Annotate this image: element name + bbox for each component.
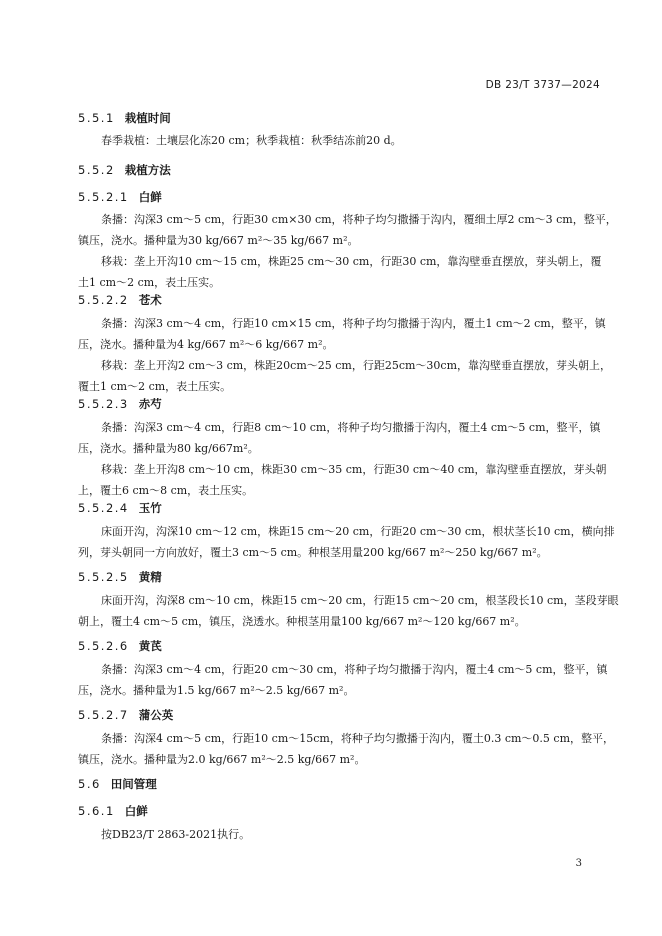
text-line: 条播：沟深3 cm～4 cm，行距8 cm～10 cm，将种子均匀撒播于沟内，覆土4 cm～5 cm，整平，镇	[101, 421, 601, 434]
heading-title: 苍术	[138, 293, 162, 307]
heading-5-5-2-7	[78, 707, 173, 723]
paragraph	[78, 728, 615, 770]
text-line: 移栽：垄上开沟2 cm～3 cm，株距20cm～25 cm，行距25cm～30cm，靠沟壁垂直摆放，芽头朝上，	[101, 359, 612, 372]
text-line: 按DB23/T 2863-2021执行。	[101, 828, 251, 841]
heading-5-5-2-1	[78, 189, 162, 205]
heading-title: 田间管理	[110, 777, 157, 791]
document-code: DB 23/T 3737—2024	[485, 79, 600, 91]
heading-title: 白鲜	[138, 190, 162, 204]
heading-title: 蒲公英	[138, 708, 174, 722]
heading-title: 黄精	[138, 570, 162, 584]
text-line: 条播：沟深3 cm～4 cm，行距10 cm×15 cm，将种子均匀撒播于沟内，覆土1 cm～2 cm，整平，镇	[101, 317, 606, 330]
heading-5-5-2-6	[78, 638, 162, 654]
text-line: 镇压，浇水。播种量为30 kg/667 m²～35 kg/667 m²。	[78, 234, 359, 247]
text-line: 春季栽植：土壤层化冻20 cm；秋季栽植：秋季结冻前20 d。	[101, 134, 402, 147]
heading-title: 玉竹	[138, 501, 162, 515]
page-number: 3	[575, 858, 582, 869]
paragraph	[78, 130, 621, 151]
heading-title: 栽植时间	[124, 111, 171, 125]
heading-5-5-2-3	[78, 396, 162, 412]
text-line: 条播：沟深3 cm～5 cm，行距30 cm×30 cm，将种子均匀撒播于沟内，覆细土厚2 cm～3 cm，整平，	[101, 213, 617, 226]
paragraph	[78, 590, 619, 632]
text-line: 朝上，覆土4 cm～5 cm，镇压，浇透水。种根茎用量100 kg/667 m²～120 kg/667 m²。	[78, 615, 526, 628]
text-line: 压，浇水。播种量为80 kg/667m²。	[78, 442, 259, 455]
heading-number: 5.6	[78, 777, 101, 791]
text-line: 压，浇水。播种量为1.5 kg/667 m²～2.5 kg/667 m²。	[78, 684, 355, 697]
heading-5-5-2-5	[78, 569, 162, 585]
heading-number: 5.5.2.1	[78, 190, 129, 204]
text-line: 上，覆土6 cm～8 cm，表土压实。	[78, 484, 254, 497]
heading-5-6-1	[78, 803, 148, 819]
text-line: 压，浇水。播种量为4 kg/667 m²～6 kg/667 m²。	[78, 338, 334, 351]
heading-number: 5.5.2.7	[78, 708, 129, 722]
heading-number: 5.5.2.2	[78, 293, 129, 307]
heading-5-5-2-2	[78, 292, 162, 308]
text-line: 移栽：垄上开沟8 cm～10 cm，株距30 cm～35 cm，行距30 cm～40 cm，靠沟壁垂直摆放，芽头朝	[101, 463, 607, 476]
text-line: 床面开沟，沟深8 cm～10 cm，株距15 cm～20 cm，行距15 cm～20 cm，根茎段长10 cm，茎段芽眼	[101, 594, 619, 607]
text-line: 镇压，浇水。播种量为2.0 kg/667 m²～2.5 kg/667 m²。	[78, 753, 366, 766]
heading-title: 赤芍	[138, 397, 162, 411]
paragraph	[78, 824, 598, 845]
paragraph	[78, 313, 612, 397]
paragraph	[78, 417, 607, 501]
paragraph	[78, 521, 615, 563]
heading-5-5-2	[78, 162, 171, 178]
heading-number: 5.5.2.5	[78, 570, 129, 584]
heading-number: 5.5.1	[78, 111, 115, 125]
heading-5-6	[78, 776, 157, 792]
heading-number: 5.5.2.3	[78, 397, 129, 411]
text-line: 床面开沟，沟深10 cm～12 cm，株距15 cm～20 cm，行距20 cm～30 cm，根状茎长10 cm，横向排	[101, 525, 615, 538]
paragraph	[78, 659, 608, 701]
text-line: 列，芽头朝同一方向放好，覆土3 cm～5 cm。种根茎用量200 kg/667 m²～250 kg/667 m²。	[78, 546, 548, 559]
heading-title: 白鲜	[124, 804, 148, 818]
text-line: 覆土1 cm～2 cm，表土压实。	[78, 380, 232, 393]
heading-5-5-2-4	[78, 500, 162, 516]
heading-number: 5.5.2	[78, 163, 115, 177]
paragraph	[78, 209, 617, 293]
heading-number: 5.5.2.6	[78, 639, 129, 653]
heading-title: 栽植方法	[124, 163, 171, 177]
text-line: 条播：沟深3 cm～4 cm，行距20 cm～30 cm，将种子均匀撒播于沟内，覆土4 cm～5 cm，整平，镇	[101, 663, 608, 676]
text-line: 条播：沟深4 cm～5 cm，行距10 cm～15cm，将种子均匀撒播于沟内，覆土0.3 cm～0.5 cm，整平，	[101, 732, 615, 745]
text-line: 移栽：垄上开沟10 cm～15 cm，株距25 cm～30 cm，行距30 cm，靠沟壁垂直摆放，芽头朝上，覆	[101, 255, 602, 268]
text-line: 土1 cm～2 cm，表土压实。	[78, 276, 221, 289]
heading-5-5-1	[78, 110, 171, 126]
heading-number: 5.6.1	[78, 804, 115, 818]
heading-title: 黄芪	[138, 639, 162, 653]
heading-number: 5.5.2.4	[78, 501, 129, 515]
